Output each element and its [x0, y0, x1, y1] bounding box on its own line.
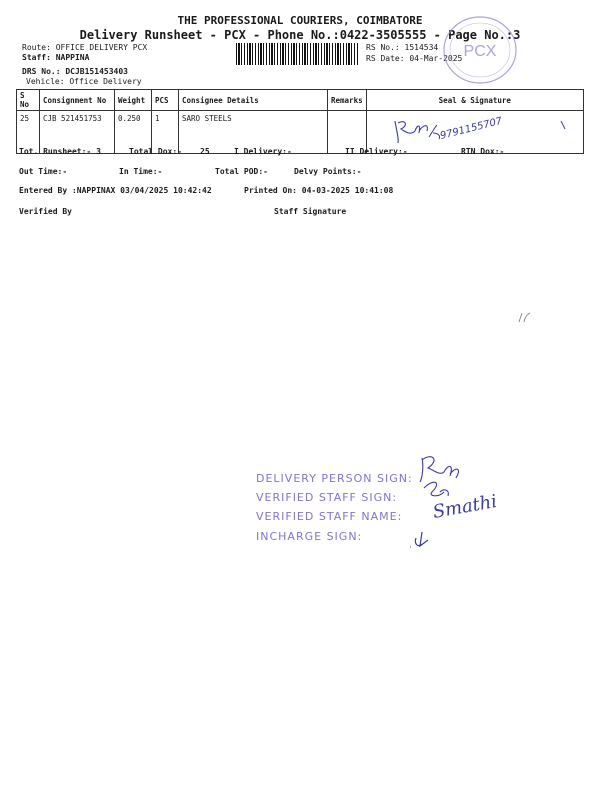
pcx-stamp — [438, 14, 522, 86]
verified-by: Verified By — [19, 207, 72, 216]
handwritten-name: Smathi — [431, 491, 499, 523]
col-sno: S No — [17, 90, 40, 111]
col-weight: Weight — [115, 90, 152, 111]
barcode-image — [236, 43, 358, 65]
tot-runsheet: Tot. Runsheet:- 3 — [19, 147, 101, 156]
total-dox-label: Total Dox:- — [129, 147, 182, 156]
total-dox-value: 25 — [200, 147, 210, 156]
runsheet-title: Delivery Runsheet - PCX - Phone No.:0422-3505555 - Page No.:3 — [79, 28, 521, 42]
cell-consignee: SARO STEELS — [179, 111, 328, 154]
verified-staff-sign-label: VERIFIED STAFF SIGN: — [256, 491, 398, 504]
col-consignee: Consignee Details — [179, 90, 328, 111]
staff-signature: Staff Signature — [274, 207, 347, 216]
rtn-dox: RTN Dox:- — [461, 147, 505, 156]
col-consignment: Consignment No — [40, 90, 115, 111]
out-time: Out Time:- — [19, 167, 68, 176]
verified-staff-name-label: VERIFIED STAFF NAME: — [256, 510, 403, 523]
handwritten-signature — [389, 111, 569, 149]
vehicle-field: Vehicle: Office Delivery — [26, 77, 142, 86]
col-pcs: PCS — [152, 90, 179, 111]
in-time: In Time:- — [119, 167, 163, 176]
stamp-handwriting — [410, 448, 520, 568]
rs-date: RS Date: 04-Mar-2025 — [366, 54, 463, 63]
cell-pcs: 1 — [152, 111, 179, 154]
i-delivery: I Delivery:- — [234, 147, 292, 156]
company-name: THE PROFESSIONAL COURIERS, COIMBATORE — [177, 14, 423, 27]
consignment-table — [16, 89, 584, 154]
incharge-sign-label: INCHARGE SIGN: — [256, 530, 363, 543]
signature-note: 9791155707 — [438, 115, 504, 142]
pen-mark — [517, 310, 533, 324]
delvy-points: Delvy Points:- — [294, 167, 362, 176]
col-remarks: Remarks — [328, 90, 367, 111]
entered-by: Entered By :NAPPINAX 03/04/2025 10:42:42 — [19, 186, 212, 195]
cell-sno: 25 — [17, 111, 40, 154]
rs-number: RS No.: 1514534 — [366, 43, 439, 52]
drs-number: DRS No.: DCJB151453403 — [22, 67, 128, 76]
staff-field: Staff: NAPPINA — [22, 53, 90, 62]
cell-consignment: CJB 521451753 — [40, 111, 115, 154]
col-signature: Seal & Signature — [366, 90, 583, 111]
ii-delivery: II Delivery:- — [345, 147, 408, 156]
total-pod: Total POD:- — [215, 167, 268, 176]
stamp-text: PCX — [463, 43, 497, 60]
route-field: Route: OFFICE DELIVERY PCX — [22, 43, 148, 52]
cell-weight: 0.250 — [115, 111, 152, 154]
printed-on: Printed On: 04-03-2025 10:41:08 — [244, 186, 394, 195]
delivery-person-sign-label: DELIVERY PERSON SIGN: — [256, 472, 413, 485]
